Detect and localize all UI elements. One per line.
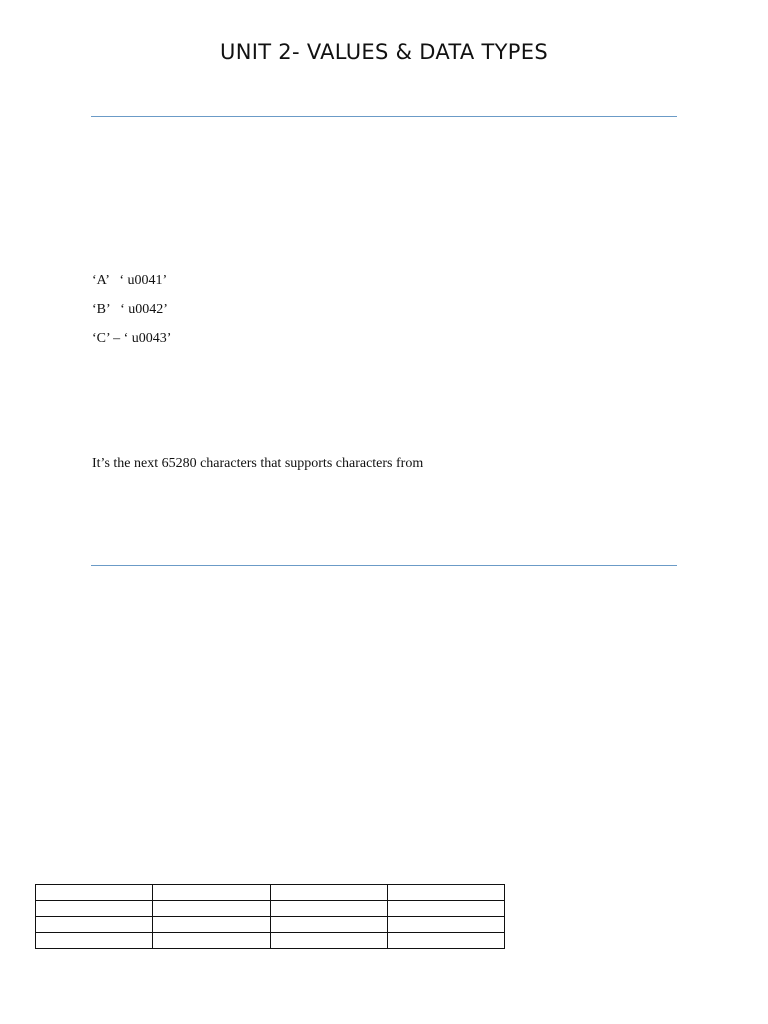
top-divider (91, 116, 677, 117)
table-cell (153, 933, 270, 949)
table-row (36, 933, 505, 949)
table-cell (270, 885, 387, 901)
table-row (36, 901, 505, 917)
page-title: UNIT 2- VALUES & DATA TYPES (220, 40, 548, 64)
table-cell (36, 901, 153, 917)
table-cell (36, 933, 153, 949)
table-row (36, 917, 505, 933)
table-cell (270, 901, 387, 917)
table-cell (387, 885, 504, 901)
char-line-a: ‘A’ ‘ u0041’ (92, 273, 168, 288)
empty-table (35, 884, 505, 949)
middle-divider (91, 565, 677, 566)
table-cell (387, 901, 504, 917)
table-cell (36, 917, 153, 933)
table-cell (387, 933, 504, 949)
table-cell (270, 933, 387, 949)
table-cell (387, 917, 504, 933)
table-cell (153, 885, 270, 901)
table-cell (153, 917, 270, 933)
table-row (36, 885, 505, 901)
table-cell (270, 917, 387, 933)
char-line-c: ‘C’ – ‘ u0043’ (92, 331, 172, 346)
char-line-b: ‘B’ ‘ u0042’ (92, 302, 168, 317)
table-cell (153, 901, 270, 917)
paragraph-text: It’s the next 65280 characters that supports characters from (92, 456, 424, 471)
table-cell (36, 885, 153, 901)
